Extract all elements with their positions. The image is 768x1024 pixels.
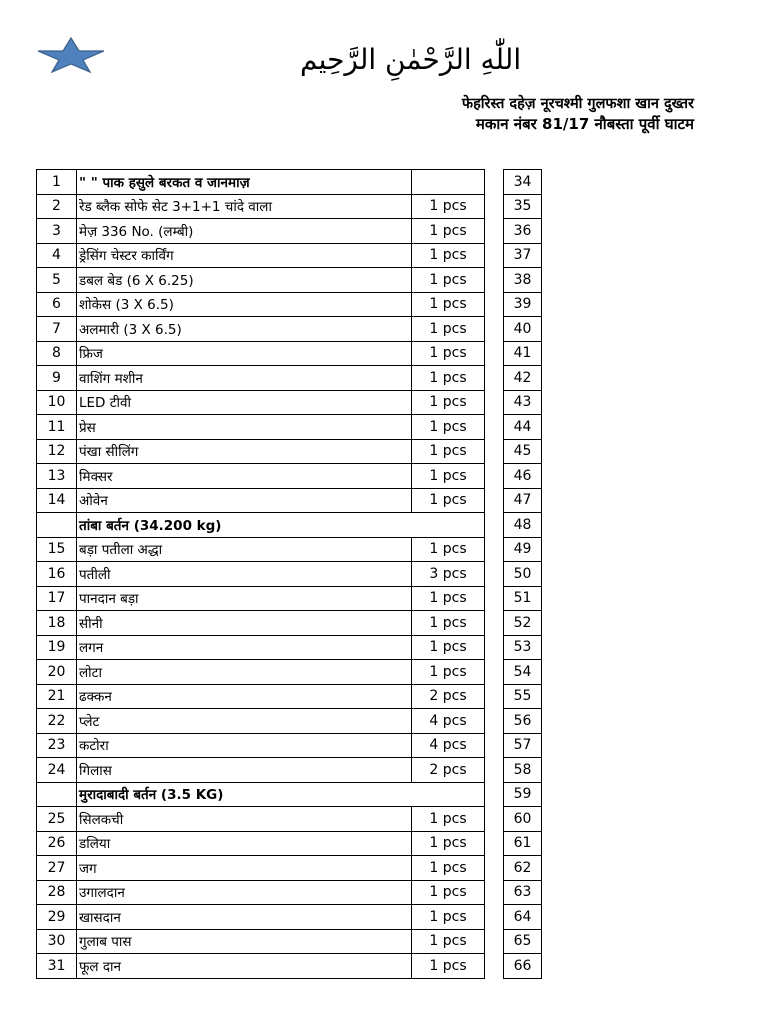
- item-quantity: 1 pcs: [412, 586, 485, 611]
- item-name: वाशिंग मशीन: [77, 366, 412, 391]
- row-number: 15: [37, 537, 77, 562]
- row-number: 9: [37, 366, 77, 391]
- side-number: 45: [504, 439, 542, 464]
- item-name: अलमारी (3 X 6.5): [77, 317, 412, 342]
- item-name: उगालदान: [77, 880, 412, 905]
- item-quantity: 1 pcs: [412, 856, 485, 881]
- side-number-row: [504, 292, 542, 317]
- side-number-row: [504, 807, 542, 832]
- side-number-row: [504, 219, 542, 244]
- item-quantity: 1 pcs: [412, 194, 485, 219]
- row-number: 1: [37, 170, 77, 195]
- table-row: [37, 856, 507, 881]
- item-quantity: 1 pcs: [412, 831, 485, 856]
- row-number: 3: [37, 219, 77, 244]
- table-row: [37, 586, 507, 611]
- item-name: ढक्कन: [77, 684, 412, 709]
- item-quantity: 1 pcs: [412, 880, 485, 905]
- side-number-row: [504, 415, 542, 440]
- item-name: " " पाक हसुले बरकत व जानमाज़: [77, 170, 412, 195]
- item-quantity: 4 pcs: [412, 709, 485, 734]
- row-number: 5: [37, 268, 77, 293]
- item-quantity: 2 pcs: [412, 684, 485, 709]
- row-number: 26: [37, 831, 77, 856]
- table-row: [37, 660, 507, 685]
- item-name: डबल बेड (6 X 6.25): [77, 268, 412, 293]
- section-spacer: [37, 513, 77, 538]
- side-number-row: [504, 562, 542, 587]
- side-number-row: [504, 856, 542, 881]
- item-quantity: 1 pcs: [412, 219, 485, 244]
- side-number-row: [504, 243, 542, 268]
- side-number: 53: [504, 635, 542, 660]
- side-number-row: [504, 758, 542, 783]
- item-quantity: 1 pcs: [412, 537, 485, 562]
- item-quantity: 1 pcs: [412, 341, 485, 366]
- item-name: सीनी: [77, 611, 412, 636]
- side-number-row: [504, 170, 542, 195]
- item-quantity: 1 pcs: [412, 660, 485, 685]
- table-row: [37, 341, 507, 366]
- side-number-row: [504, 929, 542, 954]
- section-title: तांबा बर्तन (34.200 kg): [77, 513, 485, 538]
- side-number: 60: [504, 807, 542, 832]
- row-number: 19: [37, 635, 77, 660]
- basmala-heading: اللّٰهِ الرَّحْمٰنِ الرَّحِيم: [300, 43, 522, 76]
- side-number: 37: [504, 243, 542, 268]
- row-number: 31: [37, 954, 77, 979]
- row-number: 8: [37, 341, 77, 366]
- row-number: 16: [37, 562, 77, 587]
- item-quantity: 3 pcs: [412, 562, 485, 587]
- table-row: [37, 464, 507, 489]
- side-number-row: [504, 268, 542, 293]
- item-name: LED टीवी: [77, 390, 412, 415]
- side-number: 62: [504, 856, 542, 881]
- side-number-row: [504, 684, 542, 709]
- table-row: [37, 905, 507, 930]
- item-quantity: 4 pcs: [412, 733, 485, 758]
- side-number-row: [504, 366, 542, 391]
- table-row: [37, 562, 507, 587]
- side-number: 65: [504, 929, 542, 954]
- side-number-row: [504, 660, 542, 685]
- row-number: 4: [37, 243, 77, 268]
- dowry-items-table: [36, 169, 507, 979]
- row-number: 12: [37, 439, 77, 464]
- side-number: 61: [504, 831, 542, 856]
- item-quantity: 1 pcs: [412, 807, 485, 832]
- row-number: 25: [37, 807, 77, 832]
- side-number: 58: [504, 758, 542, 783]
- side-number-row: [504, 905, 542, 930]
- item-name: गुलाब पास: [77, 929, 412, 954]
- item-name: फ्रिज: [77, 341, 412, 366]
- side-number: 63: [504, 880, 542, 905]
- section-header-row: [37, 513, 507, 538]
- item-name: लगन: [77, 635, 412, 660]
- item-quantity: 1 pcs: [412, 415, 485, 440]
- side-number: 34: [504, 170, 542, 195]
- table-row: [37, 488, 507, 513]
- side-number: 49: [504, 537, 542, 562]
- item-quantity: 1 pcs: [412, 366, 485, 391]
- side-number-row: [504, 390, 542, 415]
- item-quantity: 1 pcs: [412, 635, 485, 660]
- table-row: [37, 170, 507, 195]
- row-number: 27: [37, 856, 77, 881]
- side-number-row: [504, 488, 542, 513]
- side-number-row: [504, 464, 542, 489]
- side-number: 57: [504, 733, 542, 758]
- side-number-row: [504, 733, 542, 758]
- table-row: [37, 268, 507, 293]
- document-address: मकान नंबर 81/17 नौबस्ता पूर्वी घाटम: [475, 115, 694, 133]
- item-name: डलिया: [77, 831, 412, 856]
- side-number-row: [504, 954, 542, 979]
- item-quantity: 1 pcs: [412, 611, 485, 636]
- item-name: प्लेट: [77, 709, 412, 734]
- side-number-row: [504, 317, 542, 342]
- item-name: प्रेस: [77, 415, 412, 440]
- item-quantity: 1 pcs: [412, 954, 485, 979]
- document-title-block: [200, 94, 694, 138]
- item-quantity: [412, 170, 485, 195]
- section-spacer: [37, 782, 77, 807]
- side-number-row: [504, 537, 542, 562]
- item-name: पंखा सीलिंग: [77, 439, 412, 464]
- side-number: 52: [504, 611, 542, 636]
- table-row: [37, 317, 507, 342]
- row-number: 2: [37, 194, 77, 219]
- item-name: मेज़ 336 No. (लम्बी): [77, 219, 412, 244]
- table-row: [37, 807, 507, 832]
- item-name: रेड ब्लैक सोफे सेट 3+1+1 चांदे वाला: [77, 194, 412, 219]
- row-number: 6: [37, 292, 77, 317]
- table-row: [37, 194, 507, 219]
- side-number-row: [504, 439, 542, 464]
- row-number: 24: [37, 758, 77, 783]
- item-name: लोटा: [77, 660, 412, 685]
- side-number: 47: [504, 488, 542, 513]
- row-number: 21: [37, 684, 77, 709]
- row-number: 17: [37, 586, 77, 611]
- side-number: 35: [504, 194, 542, 219]
- row-number: 29: [37, 905, 77, 930]
- side-number-row: [504, 341, 542, 366]
- star-icon: [37, 37, 105, 73]
- table-row: [37, 880, 507, 905]
- row-number: 13: [37, 464, 77, 489]
- item-quantity: 1 pcs: [412, 268, 485, 293]
- side-number-row: [504, 831, 542, 856]
- table-row: [37, 243, 507, 268]
- side-number: 54: [504, 660, 542, 685]
- item-name: फूल दान: [77, 954, 412, 979]
- side-number-column: [503, 169, 542, 979]
- item-name: जग: [77, 856, 412, 881]
- table-row: [37, 684, 507, 709]
- side-number-row: [504, 709, 542, 734]
- table-row: [37, 709, 507, 734]
- item-quantity: 1 pcs: [412, 905, 485, 930]
- item-quantity: 1 pcs: [412, 464, 485, 489]
- item-name: ओवेन: [77, 488, 412, 513]
- row-number: 30: [37, 929, 77, 954]
- item-name: कटोरा: [77, 733, 412, 758]
- item-quantity: 1 pcs: [412, 317, 485, 342]
- table-row: [37, 635, 507, 660]
- side-number-row: [504, 611, 542, 636]
- table-row: [37, 390, 507, 415]
- side-number: 46: [504, 464, 542, 489]
- row-number: 22: [37, 709, 77, 734]
- row-number: 14: [37, 488, 77, 513]
- table-row: [37, 758, 507, 783]
- side-number-row: [504, 586, 542, 611]
- side-number: 36: [504, 219, 542, 244]
- table-row: [37, 219, 507, 244]
- item-quantity: 1 pcs: [412, 929, 485, 954]
- item-quantity: 2 pcs: [412, 758, 485, 783]
- table-row: [37, 415, 507, 440]
- row-number: 28: [37, 880, 77, 905]
- side-number: 43: [504, 390, 542, 415]
- row-number: 7: [37, 317, 77, 342]
- table-row: [37, 733, 507, 758]
- item-name: गिलास: [77, 758, 412, 783]
- item-quantity: 1 pcs: [412, 243, 485, 268]
- item-name: बड़ा पतीला अद्धा: [77, 537, 412, 562]
- side-number-row: [504, 880, 542, 905]
- item-quantity: 1 pcs: [412, 488, 485, 513]
- side-number-row: [504, 513, 542, 538]
- side-number: 56: [504, 709, 542, 734]
- side-number: 38: [504, 268, 542, 293]
- item-name: सिलकची: [77, 807, 412, 832]
- table-row: [37, 537, 507, 562]
- item-quantity: 1 pcs: [412, 390, 485, 415]
- side-number: 39: [504, 292, 542, 317]
- table-row: [37, 929, 507, 954]
- table-row: [37, 439, 507, 464]
- item-name: ड्रेसिंग चेस्टर कार्विंग: [77, 243, 412, 268]
- side-number-row: [504, 635, 542, 660]
- table-row: [37, 611, 507, 636]
- side-number: 50: [504, 562, 542, 587]
- side-number: 55: [504, 684, 542, 709]
- row-number: 18: [37, 611, 77, 636]
- item-name: मिक्सर: [77, 464, 412, 489]
- item-name: पानदान बड़ा: [77, 586, 412, 611]
- side-number: 44: [504, 415, 542, 440]
- side-number: 64: [504, 905, 542, 930]
- table-row: [37, 831, 507, 856]
- section-header-row: [37, 782, 507, 807]
- row-number: 11: [37, 415, 77, 440]
- side-number: 41: [504, 341, 542, 366]
- item-quantity: 1 pcs: [412, 439, 485, 464]
- item-quantity: 1 pcs: [412, 292, 485, 317]
- side-number-row: [504, 782, 542, 807]
- side-number: 42: [504, 366, 542, 391]
- item-name: खासदान: [77, 905, 412, 930]
- side-number: 66: [504, 954, 542, 979]
- side-number: 51: [504, 586, 542, 611]
- side-number: 59: [504, 782, 542, 807]
- document-title: फेहरिस्त दहेज़ नूरचश्मी गुलफशा खान दुख्तर: [461, 96, 694, 112]
- side-number: 40: [504, 317, 542, 342]
- side-number-row: [504, 194, 542, 219]
- item-name: शोकेस (3 X 6.5): [77, 292, 412, 317]
- section-title: मुरादाबादी बर्तन (3.5 KG): [77, 782, 485, 807]
- row-number: 23: [37, 733, 77, 758]
- item-name: पतीली: [77, 562, 412, 587]
- row-number: 10: [37, 390, 77, 415]
- table-row: [37, 954, 507, 979]
- table-row: [37, 366, 507, 391]
- table-row: [37, 292, 507, 317]
- side-number: 48: [504, 513, 542, 538]
- row-number: 20: [37, 660, 77, 685]
